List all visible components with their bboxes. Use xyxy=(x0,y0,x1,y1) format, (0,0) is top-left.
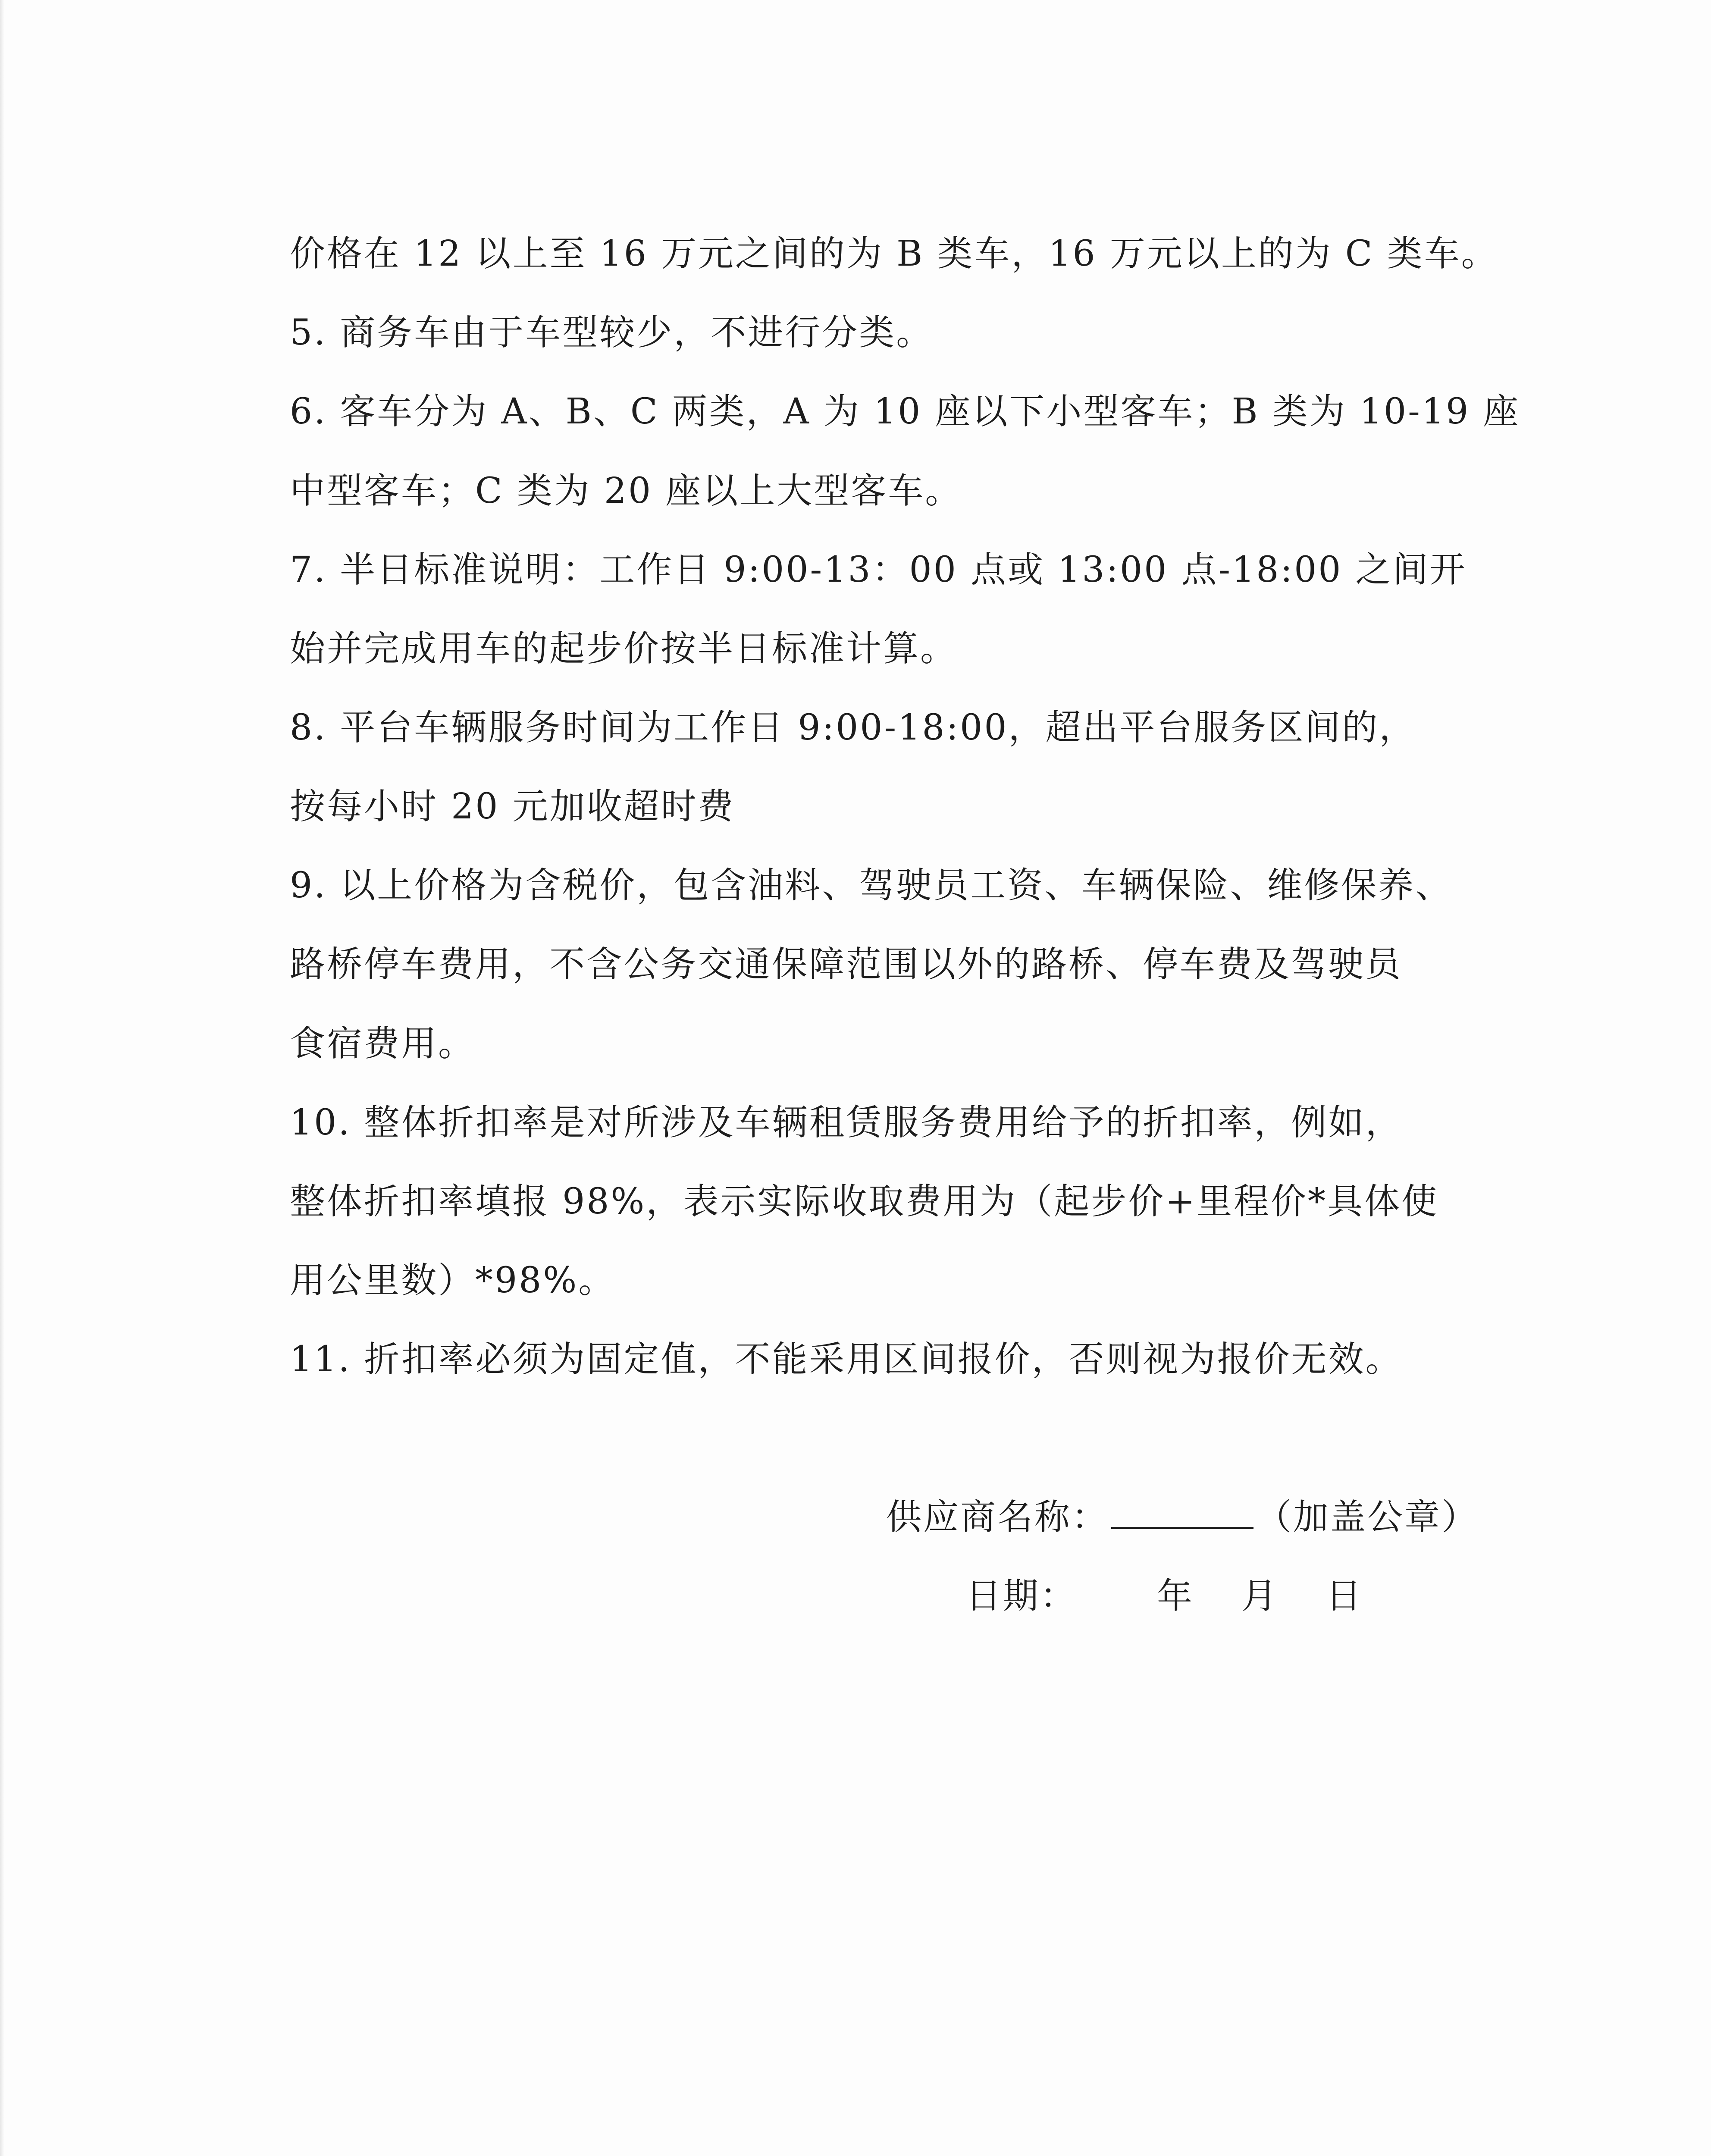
date-line xyxy=(966,1576,1363,1617)
body-line-14: 用公里数）*98%。 xyxy=(290,1260,616,1301)
date-year: 年 xyxy=(1157,1576,1194,1617)
date-month: 月 xyxy=(1241,1576,1279,1617)
body-line-3: 6. 客车分为 A、B、C 两类，A 为 10 座以下小型客车；B 类为 10-19 座 xyxy=(290,391,1520,432)
supplier-signature-line xyxy=(886,1497,1479,1538)
body-line-6: 始并完成用车的起步价按半日标准计算。 xyxy=(290,628,958,669)
body-line-2: 5. 商务车由于车型较少，不进行分类。 xyxy=(290,312,934,353)
body-line-1: 价格在 12 以上至 16 万元之间的为 B 类车，16 万元以上的为 C 类车。 xyxy=(290,233,1498,274)
body-line-8: 按每小时 20 元加收超时费 xyxy=(290,786,735,827)
body-line-10: 路桥停车费用，不含公务交通保障范围以外的路桥、停车费及驾驶员 xyxy=(290,944,1403,985)
stamp-note: （加盖公章） xyxy=(1256,1497,1479,1538)
body-line-11: 食宿费用。 xyxy=(290,1023,476,1064)
scan-edge xyxy=(0,0,4,2156)
body-line-9: 9. 以上价格为含税价，包含油料、驾驶员工资、车辆保险、维修保养、 xyxy=(290,865,1453,906)
body-line-5: 7. 半日标准说明：工作日 9:00-13：00 点或 13:00 点-18:00 之间开 xyxy=(290,549,1467,590)
supplier-name-label: 供应商名称： xyxy=(886,1497,1109,1538)
supplier-name-blank xyxy=(1111,1501,1253,1529)
body-line-7: 8. 平台车辆服务时间为工作日 9:00-18:00，超出平台服务区间的， xyxy=(290,707,1416,748)
body-line-13: 整体折扣率填报 98%，表示实际收取费用为（起步价+里程价*具体使 xyxy=(290,1181,1439,1222)
body-line-15: 11. 折扣率必须为固定值，不能采用区间报价，否则视为报价无效。 xyxy=(290,1339,1403,1380)
body-line-12: 10. 整体折扣率是对所涉及车辆租赁服务费用给予的折扣率，例如， xyxy=(290,1102,1403,1143)
date-label: 日期： xyxy=(966,1576,1078,1617)
date-day: 日 xyxy=(1326,1576,1363,1617)
body-line-4: 中型客车；C 类为 20 座以上大型客车。 xyxy=(290,470,962,511)
